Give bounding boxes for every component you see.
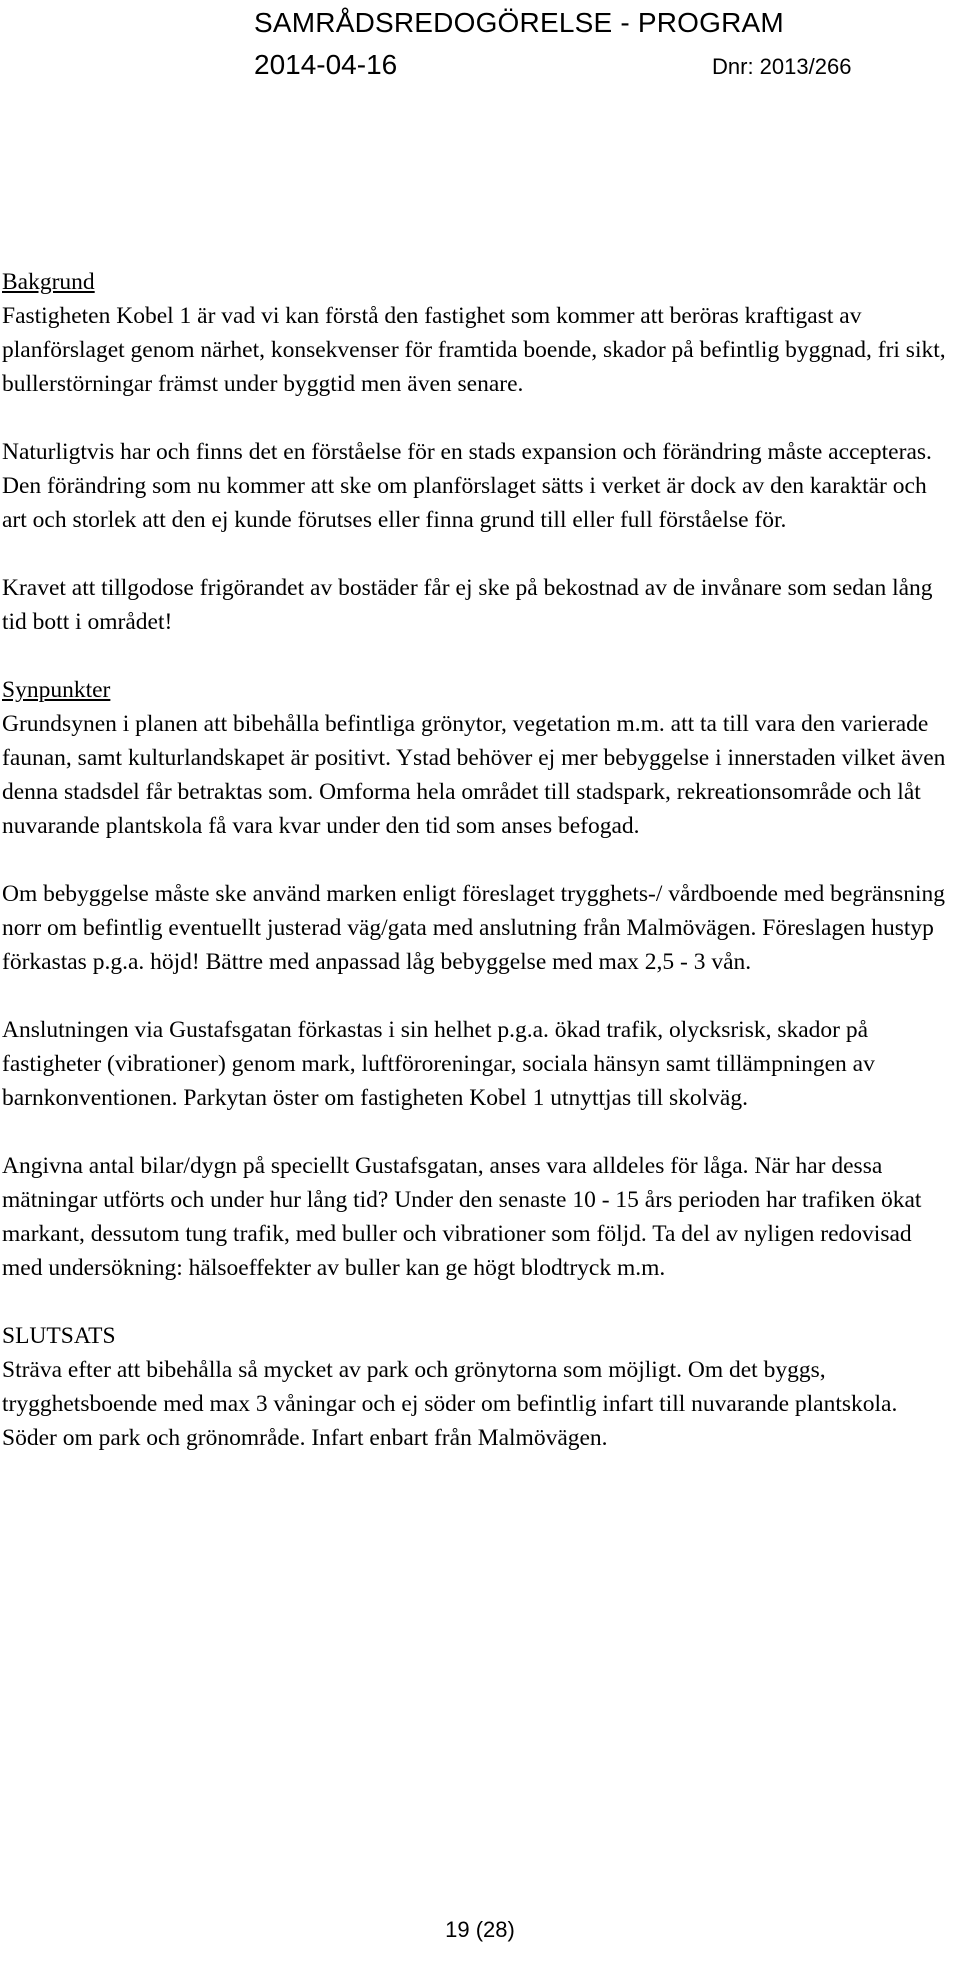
paragraph-bakgrund-3: Kravet att tillgodose frigörandet av bostäder får ej ske på bekostnad av de invånare som sedan lång tid bott i området! (2, 575, 933, 635)
paragraph-bakgrund-2: Naturligtvis har och finns det en förståelse för en stads expansion och förändring måste accepteras. Den förändring som nu kommer att ske om planförslaget sätts i verket är dock av den karaktär och art och storlek att den ej kunde förutses eller finna grund till eller full förståelse för. (2, 439, 932, 533)
paragraph-synpunkter-4: Angivna antal bilar/dygn på speciellt Gustafsgatan, anses vara alldeles för låga. När har dessa mätningar utförts och under hur lång tid? Under den senaste 10 - 15 års perioden har trafiken ökat markant, dessutom tung trafik, med buller och vibrationer som följd. Ta del av nyligen redovisad med undersökning: hälsoeffekter av buller kan ge högt blodtryck m.m. (2, 1153, 922, 1281)
header-title-row (254, 2, 894, 44)
paragraph-synpunkter-1: Grundsynen i planen att bibehålla befintliga grönytor, vegetation m.m. att ta till vara den varierade faunan, samt kulturlandskapet är positivt. Ystad behöver ej mer bebyggelse i innerstaden vilket även denna stadsdel får betraktas som. Omforma hela området till stadspark, rekreationsområde och låt nuvarande plantskola få vara kvar under den tid som anses befogad. (2, 711, 946, 839)
document-body (2, 265, 952, 1489)
document-title: SAMRÅDSREDOGÖRELSE - PROGRAM (254, 7, 784, 38)
section-heading-synpunkter: Synpunkter (2, 677, 111, 703)
header-meta-row (254, 44, 894, 86)
page-number: 19 (28) (445, 1917, 515, 1942)
paragraph-slutsats-1: Sträva efter att bibehålla så mycket av park och grönytorna som möjligt. Om det byggs, trygghetsboende med max 3 våningar och ej söder om befintlig infart till nuvarande plantskola. Söder om park och grönområde. Infart enbart från Malmövägen. (2, 1357, 898, 1451)
section-heading-slutsats: SLUTSATS (2, 1323, 116, 1349)
section-heading-bakgrund: Bakgrund (2, 269, 95, 295)
document-dnr: Dnr: 2013/266 (712, 54, 852, 79)
document-date: 2014-04-16 (254, 49, 398, 80)
paragraph-synpunkter-2: Om bebyggelse måste ske använd marken enligt föreslaget trygghets-/ vårdboende med begränsning norr om befintlig eventuellt justerad väg/gata med anslutning från Malmövägen. Föreslagen hustyp förkastas p.g.a. höjd! Bättre med anpassad låg bebyggelse med max 2,5 - 3 vån. (2, 881, 945, 975)
page-header (254, 2, 894, 86)
paragraph-synpunkter-3: Anslutningen via Gustafsgatan förkastas i sin helhet p.g.a. ökad trafik, olycksrisk, skador på fastigheter (vibrationer) genom mark, luftföroreningar, sociala hänsyn samt tillämpningen av barnkonventionen. Parkytan öster om fastigheten Kobel 1 utnyttjas till skolväg. (2, 1017, 875, 1111)
paragraph-bakgrund-1: Fastigheten Kobel 1 är vad vi kan förstå den fastighet som kommer att beröras kraftigast av planförslaget genom närhet, konsekvenser för framtida boende, skador på befintlig byggnad, fri sikt, bullerstörningar främst under byggtid men även senare. (2, 303, 946, 397)
